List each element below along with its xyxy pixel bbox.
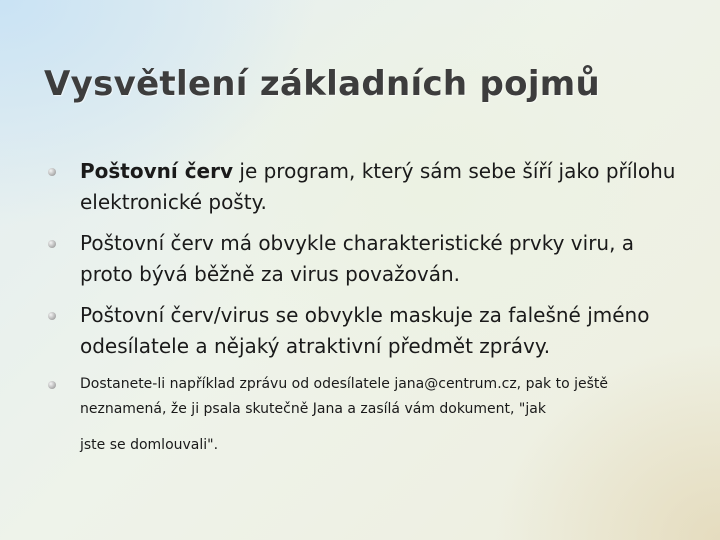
bullet-text: Poštovní červ má obvykle charakteristické prvky viru, a proto bývá běžně za virus považován.	[80, 231, 635, 286]
bullet-text: Dostanete-li například zprávu od odesílatele jana@centrum.cz, pak to ještě neznamená, že ji psala skutečně Jana a zasílá vám dokument, "jak	[80, 376, 609, 417]
slide-title: Vysvětlení základních pojmů	[44, 64, 601, 104]
bullet-item	[46, 372, 686, 458]
bullet-item	[46, 156, 686, 218]
bullet-dot-icon	[48, 240, 56, 248]
bullet-list	[46, 156, 686, 458]
bullet-text-rest: je program, který sám sebe šíří jako přílohu elektronické pošty.	[80, 159, 676, 214]
bullet-dot-icon	[48, 168, 56, 176]
bullet-dot-icon	[48, 381, 56, 389]
term-highlight: Poštovní červ	[80, 159, 234, 183]
bullet-dot-icon	[48, 312, 56, 320]
bullet-text	[80, 159, 675, 214]
bullet-item	[46, 228, 686, 290]
bullet-text: Poštovní červ/virus se obvykle maskuje za falešné jméno odesílatele a nějaký atraktivní předmět zprávy.	[80, 303, 650, 358]
bullet-item	[46, 300, 686, 362]
bullet-text-end: jste se domlouvali".	[80, 437, 219, 453]
